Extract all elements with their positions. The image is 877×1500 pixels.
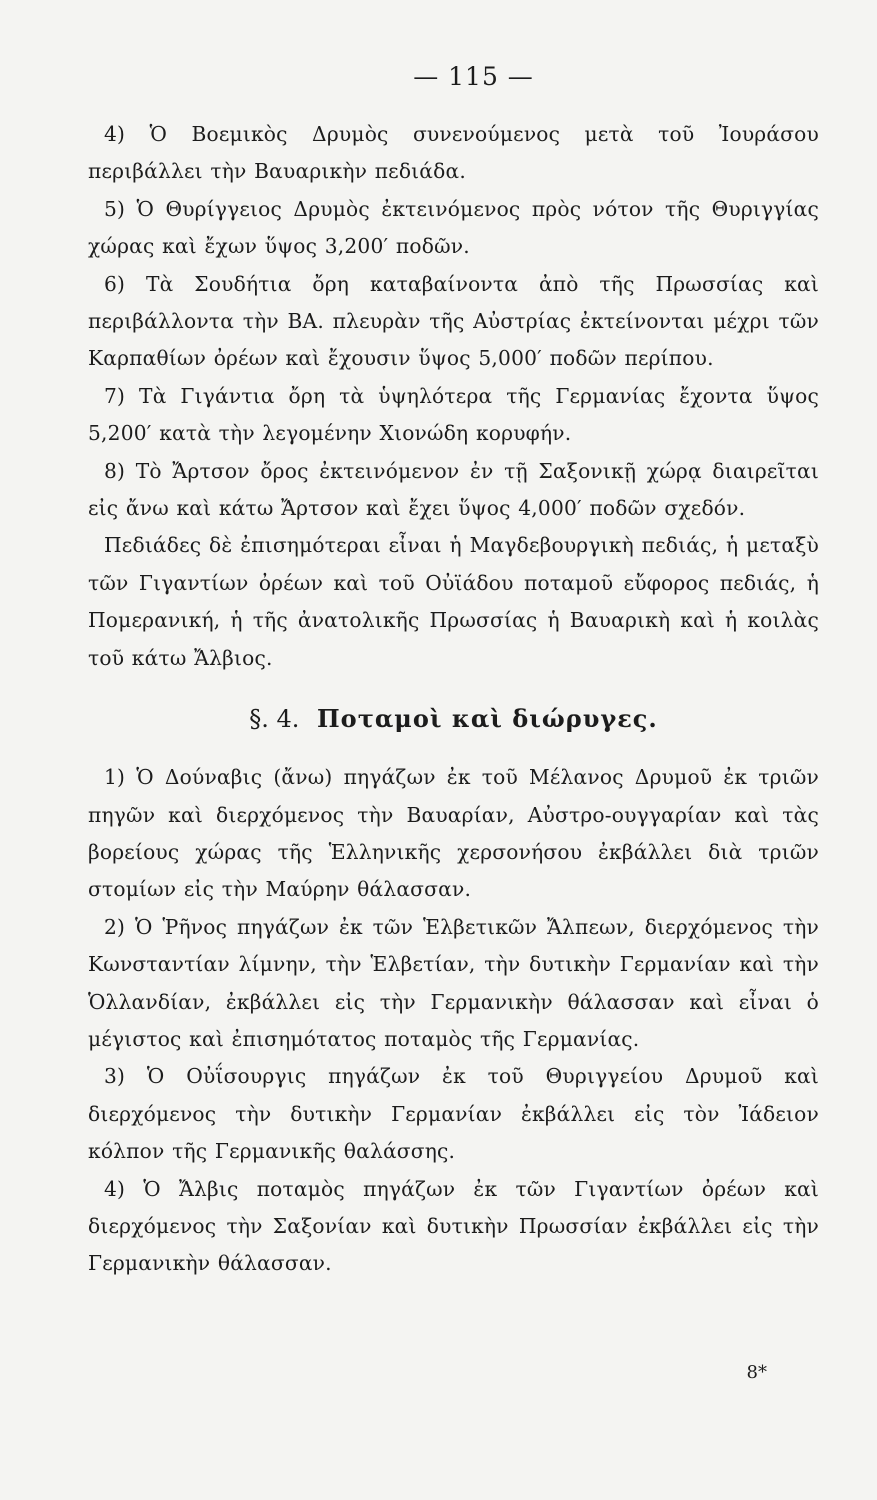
paragraph-mountain-6: 6) Τὰ Σουδήτια ὄρη καταβαίνοντα ἀπὸ τῆς Πρωσσίας καὶ περιβάλλοντα τὴν ΒΑ. πλευρὰν τῆς Αὐστρίας ἐκτείνονται μέχρι τῶν Καρπαθίων ὀρέων καὶ ἔχουσιν ὕψος 5,000′ ποδῶν περίπου. <box>88 271 819 371</box>
paragraph-river-4: 4) Ὁ Ἄλβις ποταμὸς πηγάζων ἐκ τῶν Γιγαντίων ὀρέων καὶ διερχόμενος τὴν Σαξονίαν καὶ δυτικὴν Πρωσσίαν ἐκβάλλει εἰς τὴν Γερμανικὴν θάλασσαν. <box>88 1176 819 1276</box>
signature-mark: 8* <box>746 1362 767 1383</box>
section-heading <box>88 699 819 739</box>
paragraph-mountain-7: 7) Τὰ Γιγάντια ὄρη τὰ ὑψηλότερα τῆς Γερμανίας ἔχοντα ὕψος 5,200′ κατὰ τὴν λεγομένην Χιονώδη κορυφήν. <box>88 383 819 446</box>
paragraph-mountain-4: 4) Ὁ Βοεμικὸς Δρυμὸς συνενούμενος μετὰ τοῦ Ἰουράσου περιβάλλει τὴν Βαυαρικὴν πεδιάδα. <box>88 122 819 184</box>
page-number: — 115 — <box>413 62 534 91</box>
paragraph-river-3: 3) Ὁ Οὐΐσουργις πηγάζων ἐκ τοῦ Θυριγγείου Δρυμοῦ καὶ διερχόμενος τὴν δυτικὴν Γερμανίαν ἐκβάλλει εἰς τὸν Ἰάδειον κόλπον τῆς Γερμανικῆς θαλάσσης. <box>88 1064 819 1164</box>
paragraph-river-1: 1) Ὁ Δούναβις (ἄνω) πηγάζων ἐκ τοῦ Μέλανος Δρυμοῦ ἐκ τριῶν πηγῶν καὶ διερχόμενος τὴν Βαυαρίαν, Αὐστρο-ουγγαρίαν καὶ τὰς βορείους χώρας τῆς Ἑλληνικῆς χερσονήσου ἐκβάλλει διὰ τριῶν στομίων εἰς τὴν Μαύρην θάλασσαν. <box>88 765 819 902</box>
paragraph-mountain-5: 5) Ὁ Θυρίγγειος Δρυμὸς ἐκτεινόμενος πρὸς νότον τῆς Θυριγγίας χώρας καὶ ἔχων ὕψος 3,200′ ποδῶν. <box>88 196 819 259</box>
paragraph-plains: Πεδιάδες δὲ ἐπισημότεραι εἶναι ἡ Μαγδεβουργικὴ πεδιάς, ἡ μεταξὺ τῶν Γιγαντίων ὀρέων καὶ τοῦ Οὐϊάδου ποταμοῦ εὔφορος πεδιάς, ἡ Πομερανική, ἡ τῆς ἀνατολικῆς Πρωσσίας ἡ Βαυαρικὴ καὶ ἡ κοιλὰς τοῦ κάτω Ἄλβιος. <box>88 533 819 670</box>
paragraph-river-2: 2) Ὁ Ῥῆνος πηγάζων ἐκ τῶν Ἑλβετικῶν Ἄλπεων, διερχόμενος τὴν Κωνσταντίαν λίμνην, τὴν Ἑλβετίαν, τὴν δυτικὴν Γερμανίαν καὶ τὴν Ὁλλανδίαν, ἐκβάλλει εἰς τὴν Γερμανικὴν θάλασσαν καὶ εἶναι ὁ μέγιστος καὶ ἐπισημότατος ποταμὸς τῆς Γερμανίας. <box>88 914 819 1051</box>
section-number: §. 4. <box>249 705 300 734</box>
section-title: Ποταμοὶ καὶ διώρυγες. <box>317 704 658 734</box>
paragraph-mountain-8: 8) Τὸ Ἄρτσον ὄρος ἐκτεινόμενον ἐν τῇ Σαξονικῇ χώρᾳ διαιρεῖται εἰς ἄνω καὶ κάτω Ἄρτσον καὶ ἔχει ὕψος 4,000′ ποδῶν σχεδόν. <box>88 458 819 521</box>
